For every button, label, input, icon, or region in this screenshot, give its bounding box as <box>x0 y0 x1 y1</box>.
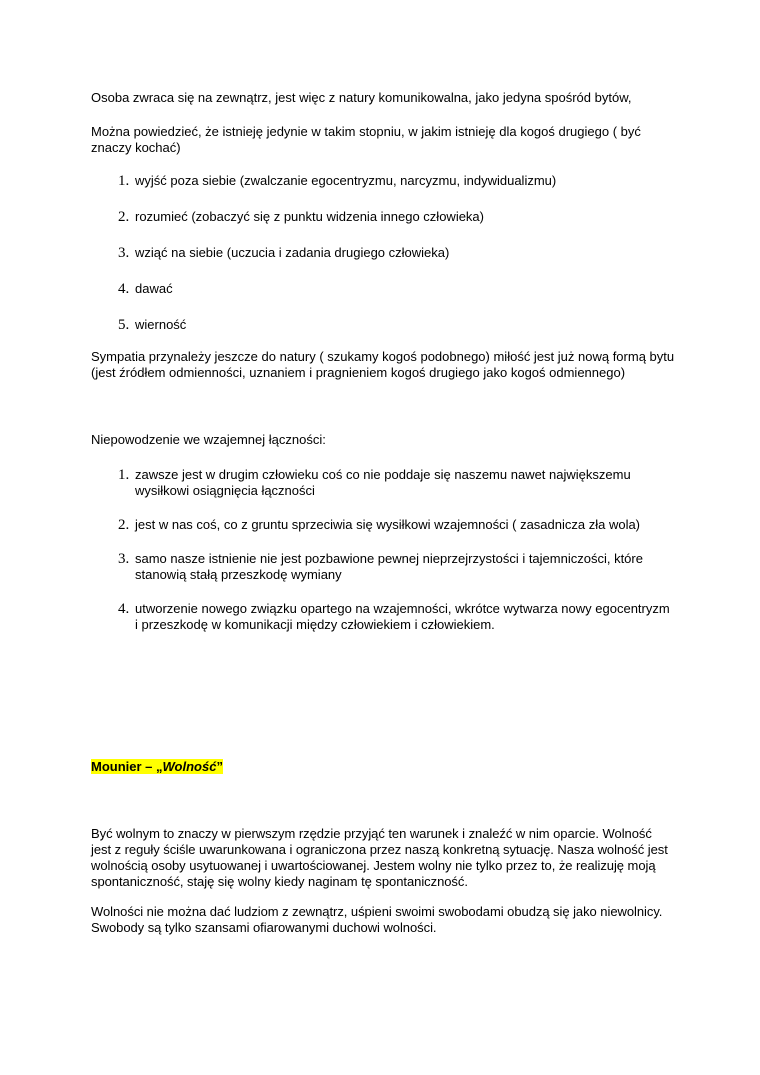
heading-prefix: Mounier – „ <box>91 759 163 774</box>
heading-highlight <box>91 759 223 774</box>
list-item-text: zawsze jest w drugim człowieku coś co nie poddaje się naszemu nawet największemu wysiłkowi osiągnięcia łączności <box>135 467 631 498</box>
list-item <box>91 209 675 225</box>
list-number: 5. <box>118 317 130 333</box>
list-item-text: rozumieć (zobaczyć się z punktu widzenia innego człowieka) <box>135 209 484 224</box>
list-item-text: wziąć na siebie (uczucia i zadania drugiego człowieka) <box>135 245 450 260</box>
list-item-text: jest w nas coś, co z gruntu sprzeciwia się wysiłkowi wzajemności ( zasadnicza zła wola) <box>135 517 641 532</box>
list-item-text: utworzenie nowego związku opartego na wzajemności, wkrótce wytwarza nowy egocentryzm i przeszkodę w komunikacji między człowiekiem i człowiekiem. <box>135 601 670 632</box>
paragraph-byc-wolnym: Być wolnym to znaczy w pierwszym rzędzie przyjąć ten warunek i znaleźć w nim oparcie. Wolność jest z reguły ściśle uwarunkowana i ograniczona przez naszą konkretną sytuację. Nasza wolność jest wolnością osoby usytuowanej i uwartościowanej. Jestem wolny nie tylko przez to, że realizuję moją spontaniczność, staję się wolny kiedy naginam tę spontaniczność. <box>91 826 668 889</box>
list-item-text: dawać <box>135 281 173 296</box>
list-item <box>91 281 675 297</box>
paragraph-sympatia: Sympatia przynależy jeszcze do natury ( szukamy kogoś podobnego) miłość jest już nową formą bytu (jest źródłem odmienności, uznaniem i pragnieniem kogoś drugiego jako kogoś odmiennego) <box>91 349 675 380</box>
heading-suffix: ” <box>216 759 223 774</box>
list-item-text: wierność <box>135 317 187 332</box>
list-number: 1. <box>118 173 130 189</box>
list-item <box>91 551 675 583</box>
list-number: 2. <box>118 209 130 225</box>
list-item <box>91 317 675 333</box>
paragraph-niepowodzenie: Niepowodzenie we wzajemnej łączności: <box>91 432 326 447</box>
list-number: 2. <box>118 517 130 533</box>
list-number: 3. <box>118 245 130 261</box>
paragraph-osoba: Osoba zwraca się na zewnątrz, jest więc z natury komunikowalna, jako jedyna spośród bytów, <box>91 90 632 105</box>
love-steps-list <box>91 173 675 353</box>
list-number: 1. <box>118 467 130 483</box>
failure-list <box>91 467 675 651</box>
paragraph-wolnosci-nie-mozna: Wolności nie można dać ludziom z zewnątrz, uśpieni swoimi swobodami obudzą się jako niewolnicy. Swobody są tylko szansami ofiarowanymi duchowi wolności. <box>91 904 663 935</box>
paragraph-mozna-powiedziec: Można powiedzieć, że istnieję jedynie w takim stopniu, w jakim istnieję dla kogoś drugiego ( być znaczy kochać) <box>91 124 641 155</box>
list-item <box>91 245 675 261</box>
list-item <box>91 601 675 633</box>
list-item <box>91 467 675 499</box>
list-number: 3. <box>118 551 130 567</box>
heading-title: Wolność <box>162 759 217 774</box>
list-item <box>91 173 675 189</box>
list-item-text: wyjść poza siebie (zwalczanie egocentryzmu, narcyzmu, indywidualizmu) <box>135 173 557 188</box>
section-heading-mounier <box>91 759 223 775</box>
list-item <box>91 517 675 533</box>
list-item-text: samo nasze istnienie nie jest pozbawione pewnej nieprzejrzystości i tajemniczości, które stanowią stałą przeszkodę wymiany <box>135 551 643 582</box>
list-number: 4. <box>118 601 130 617</box>
list-number: 4. <box>118 281 130 297</box>
